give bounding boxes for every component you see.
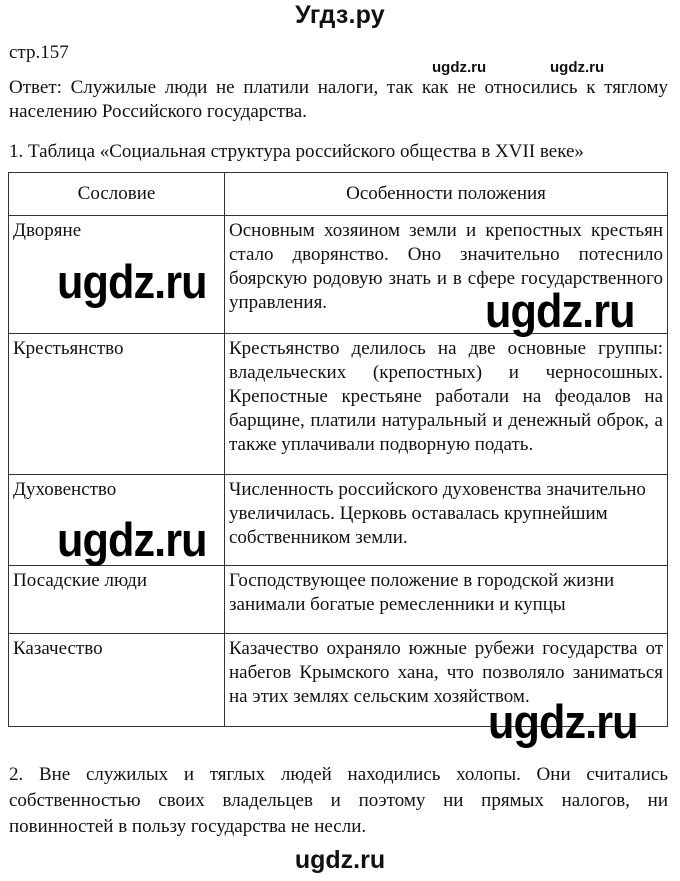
watermark-large: ugdz.ru — [485, 284, 635, 337]
column-header-estate: Сословие — [9, 173, 225, 216]
estate-cell: Дворяне — [9, 216, 225, 334]
estate-cell: Казачество — [9, 634, 225, 727]
watermark-large: ugdz.ru — [57, 255, 207, 308]
site-title: Угдз.ру — [295, 1, 385, 29]
task1-heading: 1. Таблица «Социальная структура российского общества в XVII веке» — [9, 141, 584, 162]
features-cell: Крестьянство делилось на две основные группы: владельческих (крепостных) и черносошных. Крепостные крестьяне работали на феодалов на барщине, платили натуральный и денежный оброк, а также уплачивали подворную подать. — [225, 334, 668, 475]
watermark-large: ugdz.ru — [488, 695, 638, 748]
table-row — [9, 334, 668, 475]
watermark-small: ugdz.ru — [432, 59, 487, 76]
watermark-small: ugdz.ru — [550, 59, 605, 76]
column-header-features: Особенности положения — [225, 173, 668, 216]
features-cell: Численность российского духовенства значительно увеличилась. Церковь оставалась крупнейшим собственником земли. — [225, 475, 668, 566]
estate-cell: Крестьянство — [9, 334, 225, 475]
estate-cell: Духовенство — [9, 475, 225, 566]
table-row — [9, 566, 668, 634]
watermark-large: ugdz.ru — [57, 513, 207, 566]
task2-paragraph: 2. Вне служилых и тяглых людей находились холопы. Они считались собственностью своих владельцев и поэтому ни прямых налогов, ни повинностей в пользу государства не несли. — [9, 764, 668, 837]
features-cell: Господствующее положение в городской жизни занимали богатые ремесленники и купцы — [225, 566, 668, 634]
watermark-footer: ugdz.ru — [294, 846, 386, 874]
estate-cell: Посадские люди — [9, 566, 225, 634]
features-cell: Основным хозяином земли и крепостных крестьян стало дворянство. Оно значительно потеснило боярскую родовую знать и в сфере государственного управления. — [225, 216, 668, 334]
page-reference: стр.157 — [9, 42, 69, 63]
answer-paragraph: Ответ: Служилые люди не платили налоги, так как не относились к тяглому населению Российского государства. — [9, 77, 668, 122]
table-header-row — [9, 173, 668, 216]
features-cell: Казачество охраняло южные рубежи государства от набегов Крымского хана, что позволяло заниматься на этих землях сельским хозяйством. — [225, 634, 668, 727]
